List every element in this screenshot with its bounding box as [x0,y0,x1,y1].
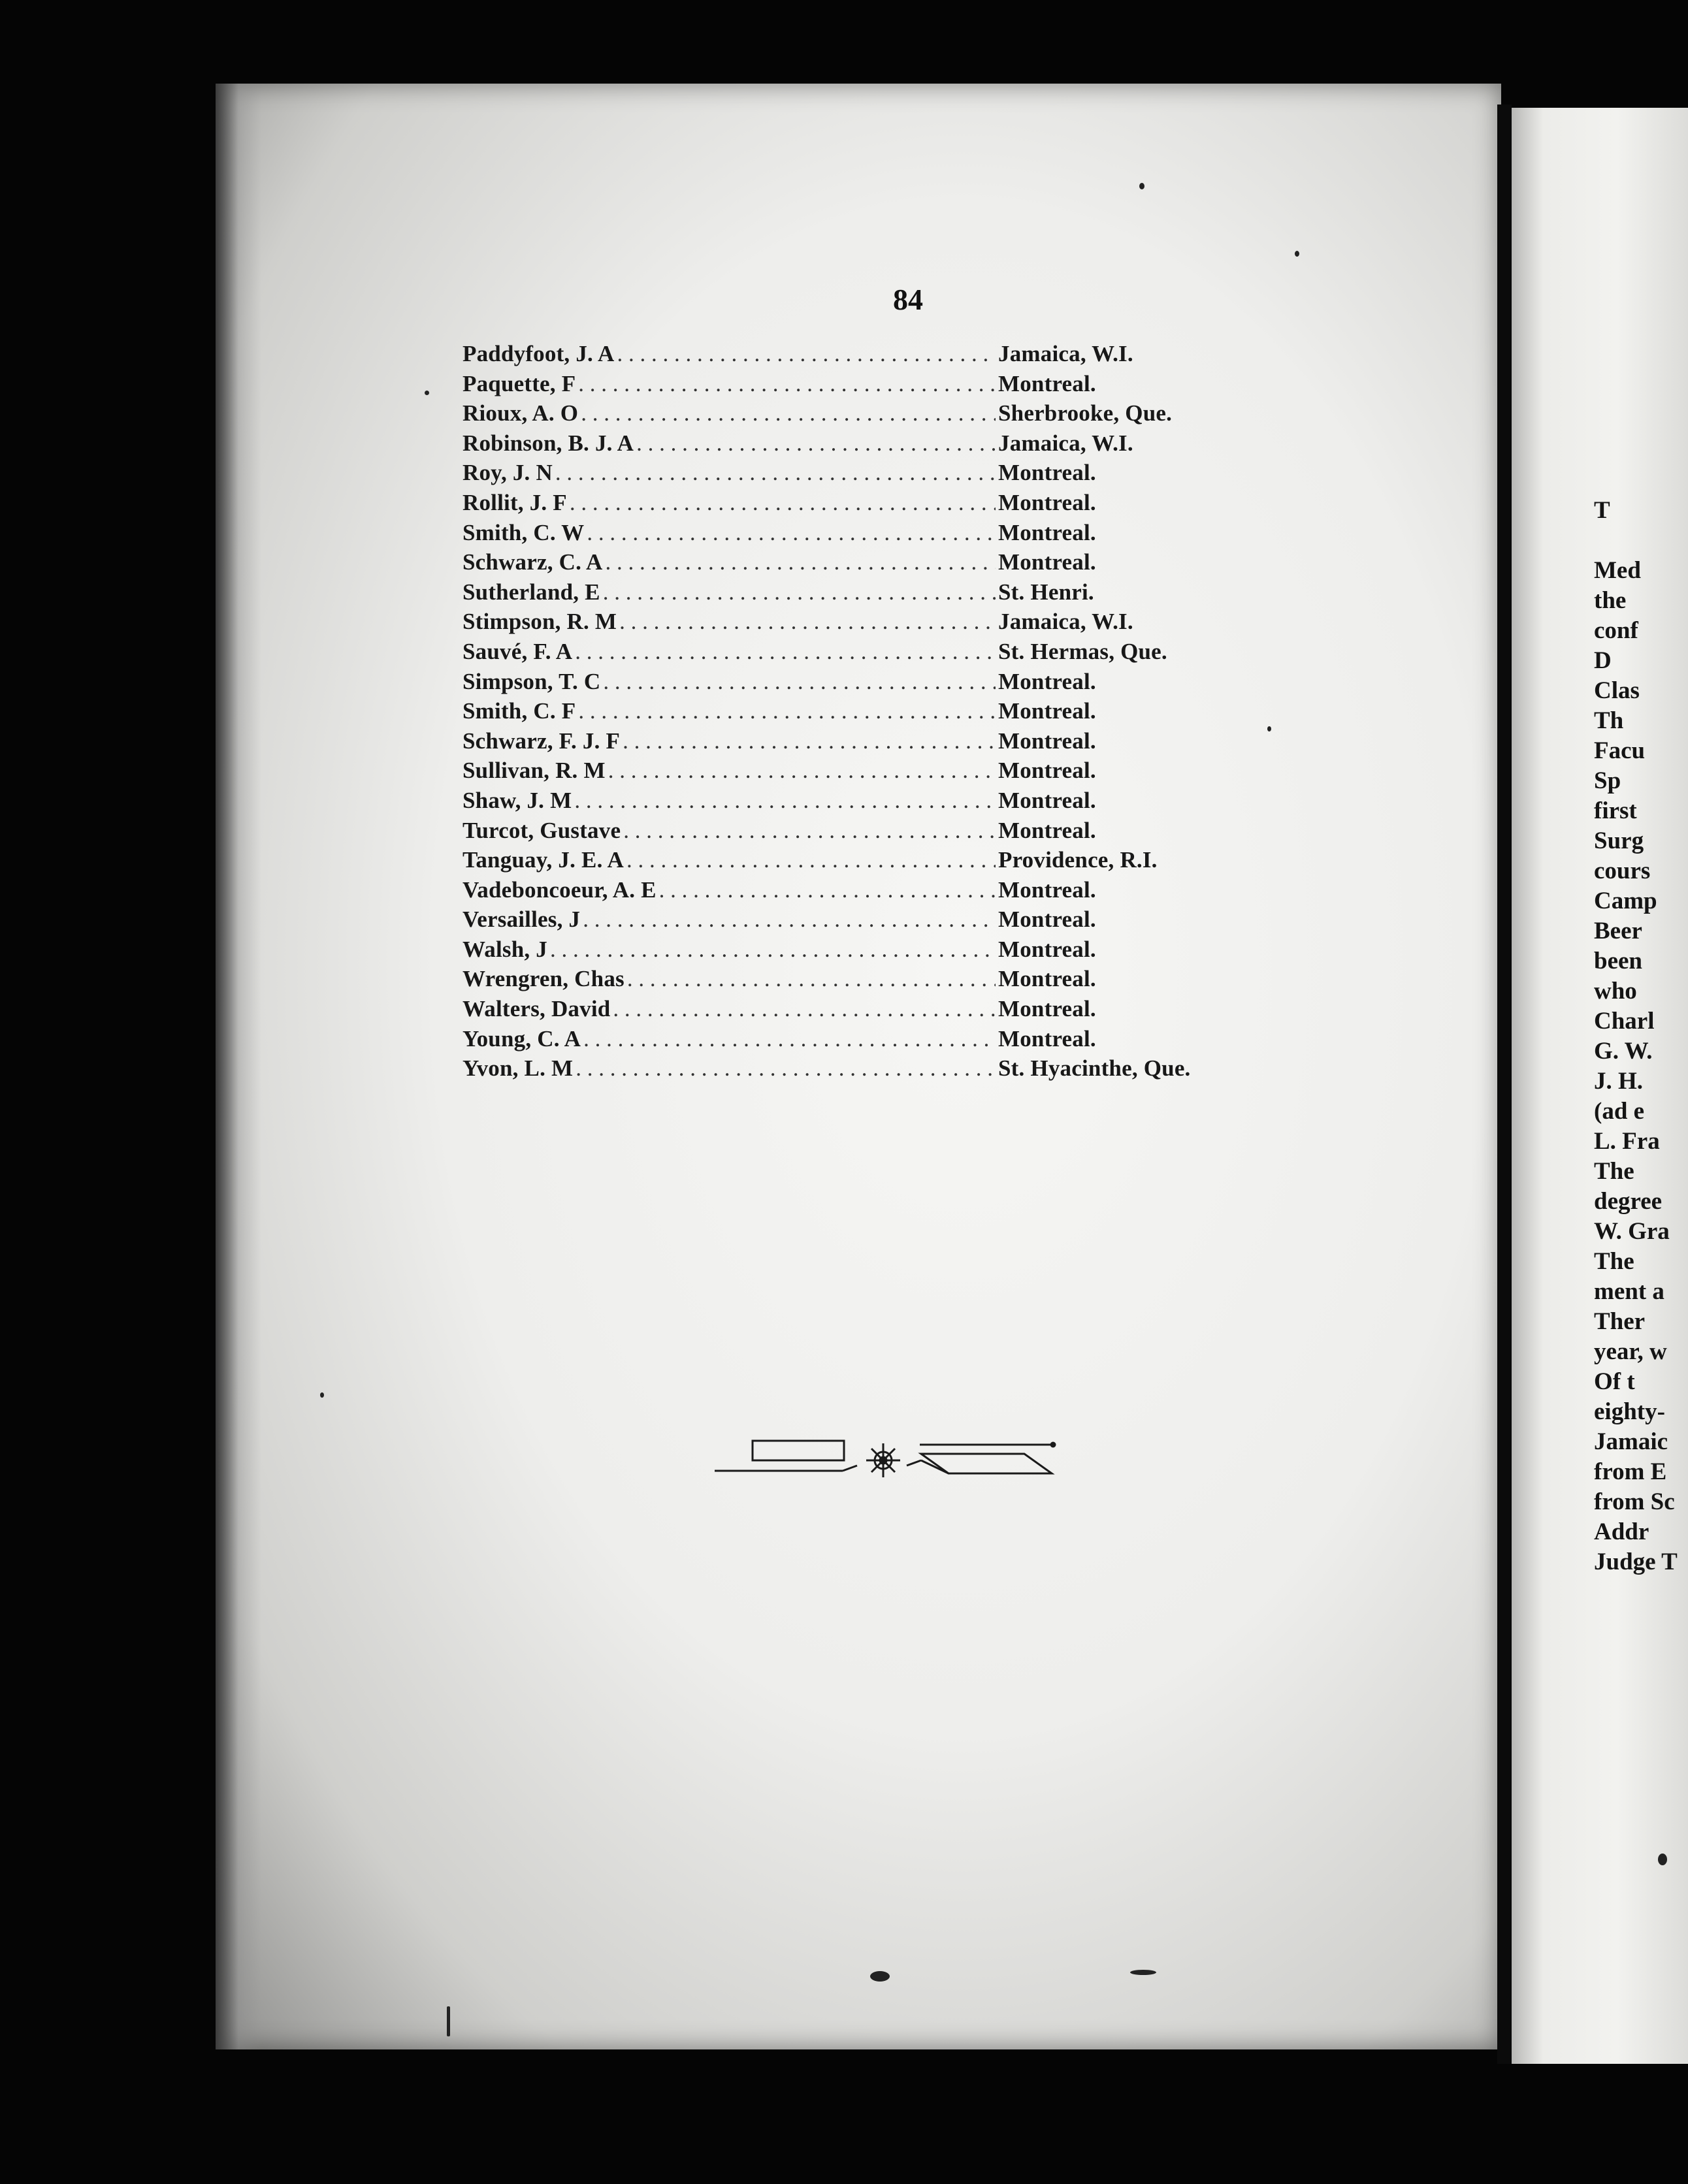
right-page-line: The [1594,1158,1634,1185]
entry-name: Roy, J. N [463,460,553,486]
entry-place: Montreal. [998,996,1096,1022]
list-item [463,341,1233,371]
right-page-line: ment a [1594,1278,1664,1305]
entry-name: Shaw, J. M [463,787,572,813]
right-page-line: eighty- [1594,1398,1665,1425]
entry-name: Young, C. A [463,1025,581,1052]
right-page-line [1594,526,1688,556]
leader-dots [617,341,996,367]
student-list [463,341,1233,1085]
list-item [463,460,1233,490]
entry-name: Robinson, B. J. A [463,430,634,456]
entry-name: Walsh, J [463,936,547,962]
leader-dots [576,1055,996,1082]
leader-dots [627,966,996,992]
right-page-line: been [1594,948,1642,974]
right-page-line: Charl [1594,1008,1655,1035]
list-item [463,728,1233,758]
leader-dots [636,430,996,457]
list-item [463,400,1233,430]
right-page-line: degree [1594,1188,1663,1215]
leader-dots [606,549,996,575]
right-page-line: Ther [1594,1308,1646,1335]
leader-dots [619,609,996,635]
entry-place: Montreal. [998,370,1096,396]
list-item [463,698,1233,728]
leader-dots [623,818,996,844]
leader-dots [581,400,996,426]
entry-name: Paddyfoot, J. A [463,341,615,366]
list-item [463,579,1233,609]
right-page-line: Surg [1594,827,1644,854]
right-page-line: the [1594,587,1627,614]
list-item [463,609,1233,639]
leader-dots [626,847,996,873]
entry-place: Montreal. [998,936,1096,962]
entry-place: Montreal. [998,489,1096,515]
list-item [463,758,1233,788]
right-page-line: J. H. [1594,1068,1644,1095]
entry-name: Rioux, A. O [463,400,579,426]
scan-speck [870,1971,890,1982]
entry-name: Smith, C. F [463,698,576,724]
right-page-line: W. Gra [1594,1218,1670,1245]
entry-place: Montreal. [998,787,1096,813]
right-page-line: D [1594,647,1612,674]
entry-name: Stimpson, R. M [463,609,617,635]
list-item [463,430,1233,460]
right-page-line: Of t [1594,1368,1635,1395]
right-page-line: (ad e [1594,1098,1645,1125]
list-item [463,490,1233,520]
right-page-line: Clas [1594,677,1640,704]
entry-place: Jamaica, W.I. [998,609,1133,635]
leader-dots [555,460,996,486]
right-page-line: T [1594,497,1610,524]
entry-name: Smith, C. W [463,519,585,545]
ornament-divider [712,1434,1065,1480]
entry-place: Montreal. [998,966,1096,992]
leader-dots [623,728,996,754]
entry-name: Schwarz, C. A [463,549,603,575]
scan-speck [447,2006,450,2036]
right-page-line: from Sc [1594,1488,1675,1515]
list-item [463,639,1233,669]
leader-dots [583,1026,996,1052]
entry-place: Montreal. [998,519,1096,545]
entry-place: Montreal. [998,460,1096,486]
leader-dots [608,758,996,784]
entry-place: Montreal. [998,907,1096,933]
entry-name: Walters, David [463,996,611,1022]
entry-name: Yvon, L. M [463,1055,574,1082]
list-item [463,877,1233,907]
entry-name: Schwarz, F. J. F [463,728,621,754]
list-item [463,669,1233,699]
entry-name: Rollit, J. F [463,489,567,515]
list-item [463,1026,1233,1056]
right-page-line: Addr [1594,1518,1649,1545]
right-page-line: Med [1594,557,1641,584]
leader-dots [603,579,996,605]
right-page-line: year, w [1594,1338,1667,1365]
entry-place: St. Hermas, Que. [998,638,1167,664]
right-page-line: Jamaic [1594,1428,1668,1455]
entry-name: Sauvé, F. A [463,638,573,664]
leader-dots [574,788,996,814]
leader-dots [578,371,996,397]
entry-place: Montreal. [998,728,1096,754]
list-item [463,818,1233,848]
entry-place: Montreal. [998,817,1096,843]
scan-speck [425,391,429,395]
entry-name: Wrengren, Chas [463,966,625,992]
list-item [463,1055,1233,1085]
right-page-line: Judge T [1594,1549,1678,1575]
leader-dots [575,639,996,665]
right-page-line: first [1594,797,1637,824]
right-page-line: Sp [1594,767,1621,794]
entry-place: Montreal. [998,1025,1096,1052]
leader-dots [659,877,996,903]
leader-dots [578,698,996,724]
list-item [463,371,1233,401]
entry-place: St. Henri. [998,579,1094,605]
leader-dots [613,996,996,1022]
leader-dots [570,490,996,516]
right-page-line: from E [1594,1458,1667,1485]
entry-name: Turcot, Gustave [463,817,621,843]
entry-name: Paquette, F [463,370,576,396]
scan-speck [1139,183,1144,189]
right-page-line: who [1594,978,1637,1004]
entry-place: Montreal. [998,668,1096,694]
leader-dots [583,907,996,933]
leader-dots [550,937,996,963]
entry-name: Simpson, T. C [463,668,601,694]
scan-speck [1130,1970,1156,1975]
scan-speck [320,1392,324,1398]
page-number: 84 [893,283,923,316]
list-item [463,966,1233,996]
book-gutter [1497,104,1512,2064]
entry-name: Sullivan, R. M [463,758,606,784]
right-page-line: Facu [1594,737,1646,764]
entry-place: Providence, R.I. [998,847,1158,873]
scan-speck [1267,726,1271,731]
list-item [463,996,1233,1026]
leader-dots [587,520,996,546]
right-page-line: L. Fra [1594,1128,1660,1155]
right-page-line: Camp [1594,888,1657,914]
entry-place: St. Hyacinthe, Que. [998,1055,1191,1082]
scan-speck [1295,251,1299,257]
entry-name: Vadeboncoeur, A. E [463,876,657,903]
entry-name: Tanguay, J. E. A [463,847,625,873]
right-page-line: Th [1594,707,1624,734]
entry-place: Jamaica, W.I. [998,341,1133,366]
entry-name: Sutherland, E [463,579,600,605]
right-page-line: G. W. [1594,1038,1653,1065]
list-item [463,937,1233,967]
list-item [463,520,1233,550]
entry-place: Montreal. [998,549,1096,575]
entry-place: Sherbrooke, Que. [998,400,1173,426]
scan-speck [1658,1854,1667,1865]
right-page-line: The [1594,1248,1634,1275]
list-item [463,788,1233,818]
right-page-line: Beer [1594,918,1642,944]
right-page-text [1594,496,1688,1578]
right-page-line: conf [1594,617,1638,644]
entry-place: Montreal. [998,876,1096,903]
entry-place: Jamaica, W.I. [998,430,1133,456]
entry-name: Versailles, J [463,907,581,933]
leader-dots [603,669,996,695]
list-item [463,907,1233,937]
entry-place: Montreal. [998,758,1096,784]
right-page-line: cours [1594,858,1651,884]
list-item [463,847,1233,877]
list-item [463,549,1233,579]
entry-place: Montreal. [998,698,1096,724]
